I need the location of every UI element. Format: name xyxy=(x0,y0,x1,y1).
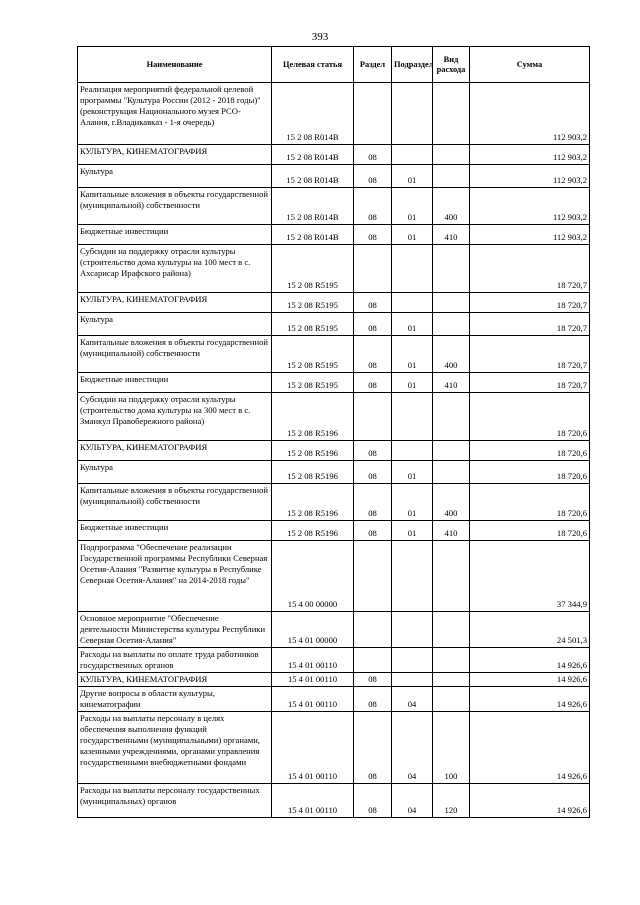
cell-amount: 112 903,2 xyxy=(470,225,590,245)
cell-target: 15 2 08 R014В xyxy=(272,165,354,188)
header-subsection: Подраздел xyxy=(392,47,433,83)
table-row xyxy=(78,225,590,245)
cell-amount: 14 926,6 xyxy=(470,784,590,818)
cell-section xyxy=(354,393,392,441)
cell-expense-type: 400 xyxy=(433,336,470,373)
cell-name: Капитальные вложения в объекты государственной (муниципальной) собственности xyxy=(78,188,272,225)
cell-subsection: 04 xyxy=(392,712,433,784)
cell-section: 08 xyxy=(354,441,392,461)
cell-section xyxy=(354,648,392,673)
cell-amount: 14 926,6 xyxy=(470,687,590,712)
cell-target: 15 4 01 00000 xyxy=(272,612,354,648)
cell-expense-type xyxy=(433,612,470,648)
cell-name: Бюджетные инвестиции xyxy=(78,225,272,245)
cell-section xyxy=(354,612,392,648)
cell-target: 15 2 08 R5196 xyxy=(272,441,354,461)
table-row xyxy=(78,648,590,673)
cell-target: 15 2 08 R5196 xyxy=(272,461,354,484)
table-row xyxy=(78,336,590,373)
cell-expense-type: 410 xyxy=(433,521,470,541)
cell-section: 08 xyxy=(354,712,392,784)
cell-expense-type xyxy=(433,83,470,145)
cell-expense-type: 400 xyxy=(433,484,470,521)
cell-expense-type: 100 xyxy=(433,712,470,784)
cell-expense-type xyxy=(433,165,470,188)
cell-name: Реализация мероприятий федеральной целевой программы "Культура России (2012 - 2018 годы)" (реконструкция Национального музея РСО-Алания, г.Владикавказ - 1-я очередь) xyxy=(78,83,272,145)
cell-target: 15 2 08 R5195 xyxy=(272,293,354,313)
cell-name: Субсидии на поддержку отрасли культуры (строительство дома культуры на 300 мест в с. Зманкул Правобережного района) xyxy=(78,393,272,441)
cell-name: Культура xyxy=(78,165,272,188)
table-row xyxy=(78,461,590,484)
cell-amount: 112 903,2 xyxy=(470,83,590,145)
cell-amount: 112 903,2 xyxy=(470,188,590,225)
table-row xyxy=(78,145,590,165)
table-row xyxy=(78,673,590,687)
cell-subsection: 01 xyxy=(392,373,433,393)
cell-name: Культура xyxy=(78,461,272,484)
cell-amount: 37 344,9 xyxy=(470,541,590,612)
cell-name: Основное мероприятие "Обеспечение деятельности Министерства культуры Республики Северная Осетия-Алания" xyxy=(78,612,272,648)
cell-target: 15 2 08 R014В xyxy=(272,225,354,245)
cell-target: 15 4 00 00000 xyxy=(272,541,354,612)
cell-name: Подпрограмма "Обеспечение реализации Государственной программы Республики Северная Осетия-Алания "Развитие культуры в Республике Северная Осетия-Алания" на 2014-2018 годы" xyxy=(78,541,272,612)
cell-expense-type xyxy=(433,541,470,612)
cell-subsection: 04 xyxy=(392,687,433,712)
cell-amount: 18 720,6 xyxy=(470,461,590,484)
table-row xyxy=(78,784,590,818)
table-row xyxy=(78,612,590,648)
cell-section: 08 xyxy=(354,784,392,818)
table-row xyxy=(78,441,590,461)
table-row xyxy=(78,188,590,225)
cell-target: 15 2 08 R5195 xyxy=(272,313,354,336)
cell-expense-type xyxy=(433,687,470,712)
cell-target: 15 2 08 R5195 xyxy=(272,245,354,293)
cell-name: КУЛЬТУРА, КИНЕМАТОГРАФИЯ xyxy=(78,441,272,461)
table-row xyxy=(78,393,590,441)
cell-section xyxy=(354,541,392,612)
table-row xyxy=(78,373,590,393)
cell-name: Расходы на выплаты персоналу государственных (муниципальных) органов xyxy=(78,784,272,818)
cell-name: КУЛЬТУРА, КИНЕМАТОГРАФИЯ xyxy=(78,293,272,313)
cell-section: 08 xyxy=(354,165,392,188)
cell-name: КУЛЬТУРА, КИНЕМАТОГРАФИЯ xyxy=(78,673,272,687)
cell-expense-type: 410 xyxy=(433,373,470,393)
cell-name: Субсидии на поддержку отрасли культуры (строительство дома культуры на 100 мест в с. Ахсарисар Ирафского района) xyxy=(78,245,272,293)
cell-expense-type xyxy=(433,673,470,687)
cell-section: 08 xyxy=(354,293,392,313)
cell-subsection xyxy=(392,541,433,612)
cell-target: 15 2 08 R5195 xyxy=(272,336,354,373)
cell-amount: 18 720,6 xyxy=(470,484,590,521)
cell-name: Расходы на выплаты по оплате труда работников государственных органов xyxy=(78,648,272,673)
table-row xyxy=(78,541,590,612)
cell-target: 15 2 08 R5196 xyxy=(272,393,354,441)
table-row xyxy=(78,83,590,145)
table-row xyxy=(78,484,590,521)
cell-section: 08 xyxy=(354,521,392,541)
cell-expense-type: 400 xyxy=(433,188,470,225)
cell-name: Бюджетные инвестиции xyxy=(78,373,272,393)
cell-amount: 24 501,3 xyxy=(470,612,590,648)
table-row xyxy=(78,687,590,712)
cell-section: 08 xyxy=(354,687,392,712)
cell-target: 15 4 01 00110 xyxy=(272,673,354,687)
cell-subsection xyxy=(392,441,433,461)
cell-expense-type xyxy=(433,441,470,461)
cell-target: 15 4 01 00110 xyxy=(272,687,354,712)
cell-target: 15 4 01 00110 xyxy=(272,712,354,784)
cell-section xyxy=(354,245,392,293)
cell-section: 08 xyxy=(354,225,392,245)
cell-section: 08 xyxy=(354,461,392,484)
header-section: Раздел xyxy=(354,47,392,83)
cell-expense-type xyxy=(433,461,470,484)
cell-section xyxy=(354,83,392,145)
cell-amount: 14 926,6 xyxy=(470,648,590,673)
cell-subsection: 01 xyxy=(392,165,433,188)
cell-section: 08 xyxy=(354,188,392,225)
cell-amount: 18 720,7 xyxy=(470,336,590,373)
cell-subsection xyxy=(392,145,433,165)
cell-target: 15 2 08 R014В xyxy=(272,145,354,165)
cell-expense-type xyxy=(433,293,470,313)
cell-section: 08 xyxy=(354,313,392,336)
cell-amount: 18 720,7 xyxy=(470,373,590,393)
cell-name: Культура xyxy=(78,313,272,336)
cell-expense-type xyxy=(433,313,470,336)
cell-amount: 112 903,2 xyxy=(470,165,590,188)
header-target: Целевая статья xyxy=(272,47,354,83)
cell-subsection xyxy=(392,83,433,145)
cell-subsection: 01 xyxy=(392,188,433,225)
page-number: 393 xyxy=(311,31,329,43)
cell-amount: 112 903,2 xyxy=(470,145,590,165)
header-amount: Сумма xyxy=(470,47,590,83)
cell-expense-type: 410 xyxy=(433,225,470,245)
cell-subsection xyxy=(392,673,433,687)
cell-target: 15 2 08 R5196 xyxy=(272,484,354,521)
cell-subsection: 01 xyxy=(392,461,433,484)
cell-expense-type xyxy=(433,245,470,293)
cell-subsection: 01 xyxy=(392,313,433,336)
cell-target: 15 2 08 R014В xyxy=(272,188,354,225)
table-row xyxy=(78,165,590,188)
cell-name: КУЛЬТУРА, КИНЕМАТОГРАФИЯ xyxy=(78,145,272,165)
cell-section: 08 xyxy=(354,484,392,521)
cell-expense-type xyxy=(433,393,470,441)
cell-section: 08 xyxy=(354,145,392,165)
cell-target: 15 4 01 00110 xyxy=(272,648,354,673)
cell-amount: 18 720,6 xyxy=(470,393,590,441)
table-row xyxy=(78,293,590,313)
cell-amount: 18 720,6 xyxy=(470,441,590,461)
cell-subsection: 01 xyxy=(392,521,433,541)
cell-expense-type xyxy=(433,648,470,673)
cell-name: Расходы на выплаты персоналу в целях обеспечения выполнения функций государственными (муниципальными) органами, казенными учреждениями, органами управления государственными внебюджетными фондами xyxy=(78,712,272,784)
cell-subsection xyxy=(392,245,433,293)
cell-subsection xyxy=(392,648,433,673)
table-row xyxy=(78,245,590,293)
cell-amount: 14 926,6 xyxy=(470,673,590,687)
cell-target: 15 4 01 00110 xyxy=(272,784,354,818)
cell-subsection xyxy=(392,393,433,441)
cell-subsection: 01 xyxy=(392,484,433,521)
table-row xyxy=(78,521,590,541)
cell-target: 15 2 08 R014В xyxy=(272,83,354,145)
cell-target: 15 2 08 R5196 xyxy=(272,521,354,541)
cell-name: Капитальные вложения в объекты государственной (муниципальной) собственности xyxy=(78,336,272,373)
cell-amount: 18 720,6 xyxy=(470,521,590,541)
cell-amount: 18 720,7 xyxy=(470,245,590,293)
cell-subsection: 01 xyxy=(392,336,433,373)
header-name: Наименование xyxy=(78,47,272,83)
cell-target: 15 2 08 R5195 xyxy=(272,373,354,393)
header-expense-type: Вид расхода xyxy=(433,47,470,83)
cell-subsection: 01 xyxy=(392,225,433,245)
cell-subsection xyxy=(392,293,433,313)
table-row xyxy=(78,712,590,784)
cell-subsection xyxy=(392,612,433,648)
cell-name: Бюджетные инвестиции xyxy=(78,521,272,541)
cell-expense-type xyxy=(433,145,470,165)
budget-table xyxy=(77,46,590,818)
table-row xyxy=(78,313,590,336)
cell-section: 08 xyxy=(354,673,392,687)
cell-subsection: 04 xyxy=(392,784,433,818)
cell-section: 08 xyxy=(354,373,392,393)
cell-expense-type: 120 xyxy=(433,784,470,818)
cell-amount: 18 720,7 xyxy=(470,293,590,313)
cell-name: Другие вопросы в области культуры, кинематографии xyxy=(78,687,272,712)
cell-amount: 18 720,7 xyxy=(470,313,590,336)
cell-section: 08 xyxy=(354,336,392,373)
cell-name: Капитальные вложения в объекты государственной (муниципальной) собственности xyxy=(78,484,272,521)
cell-amount: 14 926,6 xyxy=(470,712,590,784)
table-header-row xyxy=(78,47,590,83)
